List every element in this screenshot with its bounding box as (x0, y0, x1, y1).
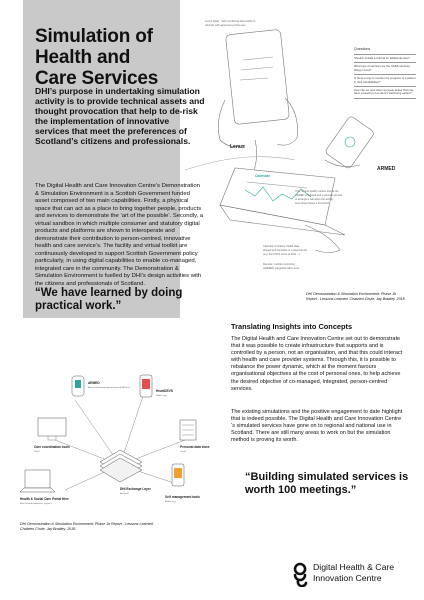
logo-line-1: Digital Health & Care (313, 562, 395, 572)
node-armed-subtitle: Advanced Remote Monitoring and MEDical (88, 387, 130, 389)
label-armed: ARMED (377, 166, 396, 172)
node-heartdevs-title: HeartDEVS (156, 389, 173, 393)
dhi-logo-text (313, 562, 423, 583)
node-exchange-layer-subtitle: Backend (120, 493, 129, 495)
section-paragraph-1: The Digital Health and Care Innovation Centre set out to demonstrate that it was possible to create infrastructure that supports and is controlled by a person, not an organisation, and that this could interact with health and care provider systems. Through this, it is possible to rebalance the power dynamic, which at the moment favours organisational objectives at the cost of personal ones, to help achieve the desired objective of co-managed, integrated, person-centred services. (231, 336, 403, 392)
lead-paragraph: DHI’s purpose in undertaking simulation activity is to provide technical assets and thought provocation that help to de-risk the implementation of innovative services that meet the preferences of Scotland’s citizens and professionals. (35, 86, 205, 147)
svg-text:ARMED wristband and a clinicia: ARMED wristband and a clinician prompt (295, 194, 343, 197)
intro-body-text: The Digital Health and Care Innovation Centre’s Demonstration & Simulation Environment is a Scottish Government funded asset composed of two main capabilities. Firstly, a physical space that can act as a place to bring together people, products and services to demonstrate the ‘art of the possible’. Secondly, a virtual sandbox in which multiple consumer and statutory digital products and platforms are shown to interoperate and demonstrate their contribution to person-centred, innovative health and care service’s. The facility and virtual toolkit are continuously developed to support Scottish Government policy particularly, in using digital capabilities to enable co-managed, integrated care in the community. The Demonstration & Simulation Environment is fuelled by DHI’s design activities with the citizens and professionals of Scotland. (35, 183, 204, 287)
questions-box (354, 47, 416, 99)
node-personal-data-subtitle: Cloud (180, 451, 186, 453)
question-item: What type of services are the SSDS services fitting in best? (354, 62, 416, 74)
top-illustration-caption: DHI Demonstration & Simulation Environment: Phase 1b Report - Lessons Learned. Chatzieri Chule, Jay Bradley. 2018. (306, 292, 406, 301)
svg-text:level drops below a threshold.: level drops below a threshold. (295, 202, 330, 205)
question-item: How can we spot when an issue arises that may have a bearing on a client's well-being earlier? (354, 86, 416, 99)
svg-text:shared with clinicians in a cl: shared with clinicians in a clear format (263, 249, 307, 252)
question-item: Should I initiate a referral for additional care? (354, 54, 416, 62)
node-armed-title: ARMED (88, 381, 100, 385)
dhi-logo-icon (289, 561, 311, 587)
quote-simulated-services: “Building simulated services is worth 100 meetings.” (245, 471, 409, 496)
node-personal-data-title: Personal data store (180, 445, 210, 449)
node-care-coordination-title: Care coordination tools (34, 445, 70, 449)
poster-title: Simulation of Health and Care Services (35, 26, 159, 89)
node-portal-subtitle: With Scottish Blagoners (mysite) (20, 503, 52, 505)
lenus-tablet-sketch (225, 29, 289, 124)
node-exchange-layer-title: DHI Exchange Layer (120, 487, 151, 491)
svg-text:(e.g. low CATS score at 62% ..: (e.g. low CATS score at 62% ...) (263, 253, 300, 256)
section-paragraph-2: The existing simulations and the positive engagement to date highlight that is indeed possible. The Digital Health and Care Innovation Centre ‘s simulated services have gone on to regional and national use in Scotland. There are still many areas to work on but the simulation method is proving its worth. (231, 409, 403, 444)
label-lenus: Lenus (230, 144, 245, 150)
svg-text:clinician with agreement of th: clinician with agreement of the user (205, 24, 246, 27)
services-exchange-diagram (20, 370, 225, 520)
svg-text:Lenus tablet · Self-monitoring: Lenus tablet · Self-monitoring data visible to (205, 20, 256, 23)
node-portal-title: Health & Social Care Portal Hive (20, 497, 69, 501)
node-care-coordination-subtitle: Portal (34, 451, 40, 453)
svg-text:to arrange a call when the act: to arrange a call when the activity (295, 198, 334, 201)
svg-text:(ARMED) integrated with Lenus: (ARMED) integrated with Lenus (263, 267, 300, 270)
svg-text:Remote / mobile monitoring: Remote / mobile monitoring (263, 263, 295, 266)
question-item: Is there a way to monitor the progress of a patient in their rehabilitation? (354, 74, 416, 86)
section-heading-translating-insights: Translating Insights into Concepts (231, 322, 353, 331)
quote-learned-by-doing: “We have learned by doing practical work.” (35, 287, 183, 312)
logo-line-2: Innovation Centre (313, 572, 382, 583)
questions-title: Questions (354, 47, 371, 51)
armed-phone-sketch (325, 115, 375, 169)
node-heartdevs-subtitle: Mobile app (156, 395, 167, 397)
node-self-management-title: Self management tools (165, 495, 200, 499)
label-calendar: Calendar (255, 174, 270, 178)
bottom-diagram-caption: DHI Demonstration & Simulation Environment: Phase 1b Report - Lessons Learned. Chatzieri Chule, Jay Bradley. 2018. (20, 522, 154, 531)
svg-text:Your remote health monitor sho: Your remote health monitor shows the (295, 190, 339, 193)
node-self-management-subtitle: Mobile app (165, 501, 176, 503)
svg-text:Calendar of activity, health d: Calendar of activity, health data (263, 245, 300, 248)
